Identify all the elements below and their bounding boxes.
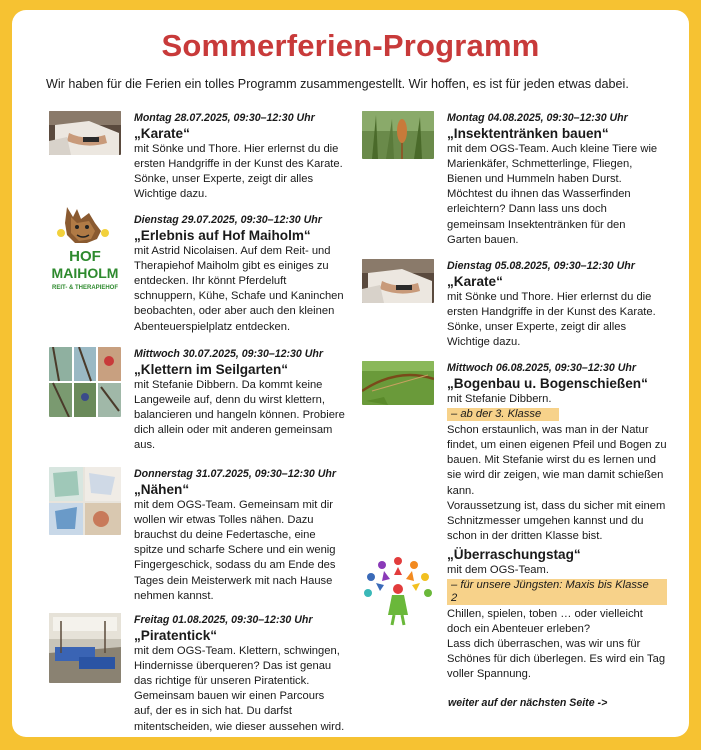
entry-description: mit Astrid Nicolaisen. Auf dem Reit- und Therapiehof Maiholm gibt es einiges zu entdecken. Ihr könnt Pferdeluft schnuppern, Kühe, Schafe und Kaninchen beobachten, oder aber auch den kleinen Abenteuerspielplatz entdecken. bbox=[134, 245, 344, 333]
hof-maiholm-logo bbox=[47, 203, 123, 295]
entry-title: „Klettern im Seilgarten“ bbox=[134, 362, 289, 378]
program-card bbox=[12, 10, 689, 737]
sewing-photo bbox=[49, 467, 121, 535]
intro-text: Wir haben für die Ferien ein tolles Programm zusammengestellt. Wir hoffen, es ist für jeden etwas dabei. bbox=[46, 77, 629, 91]
entry-title: „Erlebnis auf Hof Maiholm“ bbox=[134, 228, 311, 244]
surprise-figures-icon bbox=[358, 551, 438, 631]
entry-date: Dienstag 29.07.2025, 09:30–12:30 Uhr bbox=[134, 214, 322, 226]
entry-description: mit Stefanie Dibbern. Da kommt keine Langeweile auf, denn du wirst klettern, balancieren und hangeln können. Probiere dich allein oder mit anderen gemeinsam aus. bbox=[134, 379, 345, 452]
entry-title: „Insektentränken bauen“ bbox=[447, 126, 609, 142]
entry-date: Freitag 01.08.2025, 09:30–12:30 Uhr bbox=[134, 614, 313, 626]
entry-description: mit dem OGS-Team. Auch kleine Tiere wie Marienkäfer, Schmetterlinge, Fliegen, Bienen und Hummeln haben Durst. Möchtest du ihnen das Wasserfinden erleichtern? Dann lass uns doch gemeinsam Insektentränken für den Garten bauen. bbox=[447, 143, 658, 246]
entry-karate-1 bbox=[49, 111, 349, 201]
entry-description: mit dem OGS-Team. Klettern, schwingen, Hindernisse überqueren? Das ist genau das richtige für unseren Piratentick. Gemeinsam bauen wir einen Parcours auf, der es in sich hat. Du darfst mitentscheiden, wie dieser aussehen wird. bbox=[134, 645, 345, 733]
entry-date: Donnerstag 31.07.2025, 09:30–12:30 Uhr bbox=[134, 468, 336, 480]
insect-water-photo bbox=[362, 111, 434, 159]
entry-detail: Lass dich überraschen, was wir uns für Schönes für dich überlegen. Es wird ein Tag voller Spannung. bbox=[447, 638, 666, 681]
entry-naehen bbox=[49, 467, 349, 602]
entry-date: Montag 28.07.2025, 09:30–12:30 Uhr bbox=[134, 112, 315, 124]
entry-date: Dienstag 05.08.2025, 09:30–12:30 Uhr bbox=[447, 260, 635, 272]
entry-title: „Karate“ bbox=[134, 126, 190, 142]
logo-text-subtitle: REIT- & THERAPIEHOF bbox=[51, 285, 119, 291]
entry-karate-2 bbox=[362, 259, 672, 349]
climbing-collage bbox=[49, 347, 121, 417]
entry-hof-maiholm bbox=[49, 213, 349, 343]
page-title: Sommerferien-Programm bbox=[161, 28, 540, 63]
age-badge: – ab der 3. Klasse bbox=[447, 408, 559, 421]
entry-title: „Nähen“ bbox=[134, 482, 190, 498]
entry-description: Schon erstaunlich, was man in der Natur findet, um einen eigenen Pfeil und Bogen zu bauen. Mit Stefanie wirst du es lernen und sie wird dir zeigen, wie man damit schießen kann. bbox=[447, 424, 667, 497]
next-page-link[interactable]: weiter auf der nächsten Seite -> bbox=[448, 697, 608, 709]
entry-description: mit dem OGS-Team. Gemeinsam mit dir wollen wir etwas Tolles nähen. Dazu brauchst du deine Federtasche, eine spitze und scharfe Schere und ein wenig Fingergeschick, sodass du am Ende des Tages dein Meisterwerk mit nach Hause nehmen kannst. bbox=[134, 499, 336, 602]
age-badge: – für unsere Jüngsten: Maxis bis Klasse 2 bbox=[447, 579, 667, 605]
karate-photo bbox=[362, 259, 434, 303]
entry-requirement: Voraussetzung ist, dass du sicher mit einem Schnitzmesser umgehen kannst und du schon in der dritten Klasse bist. bbox=[447, 499, 666, 542]
entry-description-lead: mit Stefanie Dibbern. bbox=[447, 393, 552, 406]
entry-description: mit Sönke und Thore. Hier erlernst du die ersten Handgriffe in der Kunst des Karate. Sönke, unser Experte, zeigt dir alles Wichtige dazu. bbox=[134, 143, 343, 201]
logo-text-hof: HOF bbox=[69, 248, 101, 265]
entry-date: Montag 04.08.2025, 09:30–12:30 Uhr bbox=[447, 112, 628, 124]
entry-piratentick bbox=[49, 613, 349, 733]
entry-title: „Karate“ bbox=[447, 274, 503, 290]
karate-photo bbox=[49, 111, 121, 155]
logo-text-maiholm: MAIHOLM bbox=[51, 265, 119, 281]
entry-description: mit Sönke und Thore. Hier erlernst du die ersten Handgriffe in der Kunst des Karate. Sönke, unser Experte, zeigt dir alles Wichtige dazu. bbox=[447, 291, 656, 349]
entry-title: „Bogenbau u. Bogenschießen“ bbox=[447, 376, 648, 392]
entry-insektentraenken bbox=[362, 111, 672, 251]
gym-parcours-photo bbox=[49, 613, 121, 683]
entry-ueberraschungstag bbox=[362, 547, 672, 681]
entry-description: Chillen, spielen, toben … oder vielleicht doch ein Abenteuer erleben? bbox=[447, 608, 643, 636]
entry-date: Mittwoch 06.08.2025, 09:30–12:30 Uhr bbox=[447, 362, 637, 374]
entry-bogenbau bbox=[362, 361, 672, 541]
entry-klettern bbox=[49, 347, 349, 452]
entry-description-lead: mit dem OGS-Team. bbox=[447, 564, 549, 576]
entry-title: „Überraschungstag“ bbox=[447, 547, 581, 562]
bow-photo bbox=[362, 361, 434, 405]
entry-date: Mittwoch 30.07.2025, 09:30–12:30 Uhr bbox=[134, 348, 324, 360]
entry-title: „Piratentick“ bbox=[134, 628, 218, 644]
